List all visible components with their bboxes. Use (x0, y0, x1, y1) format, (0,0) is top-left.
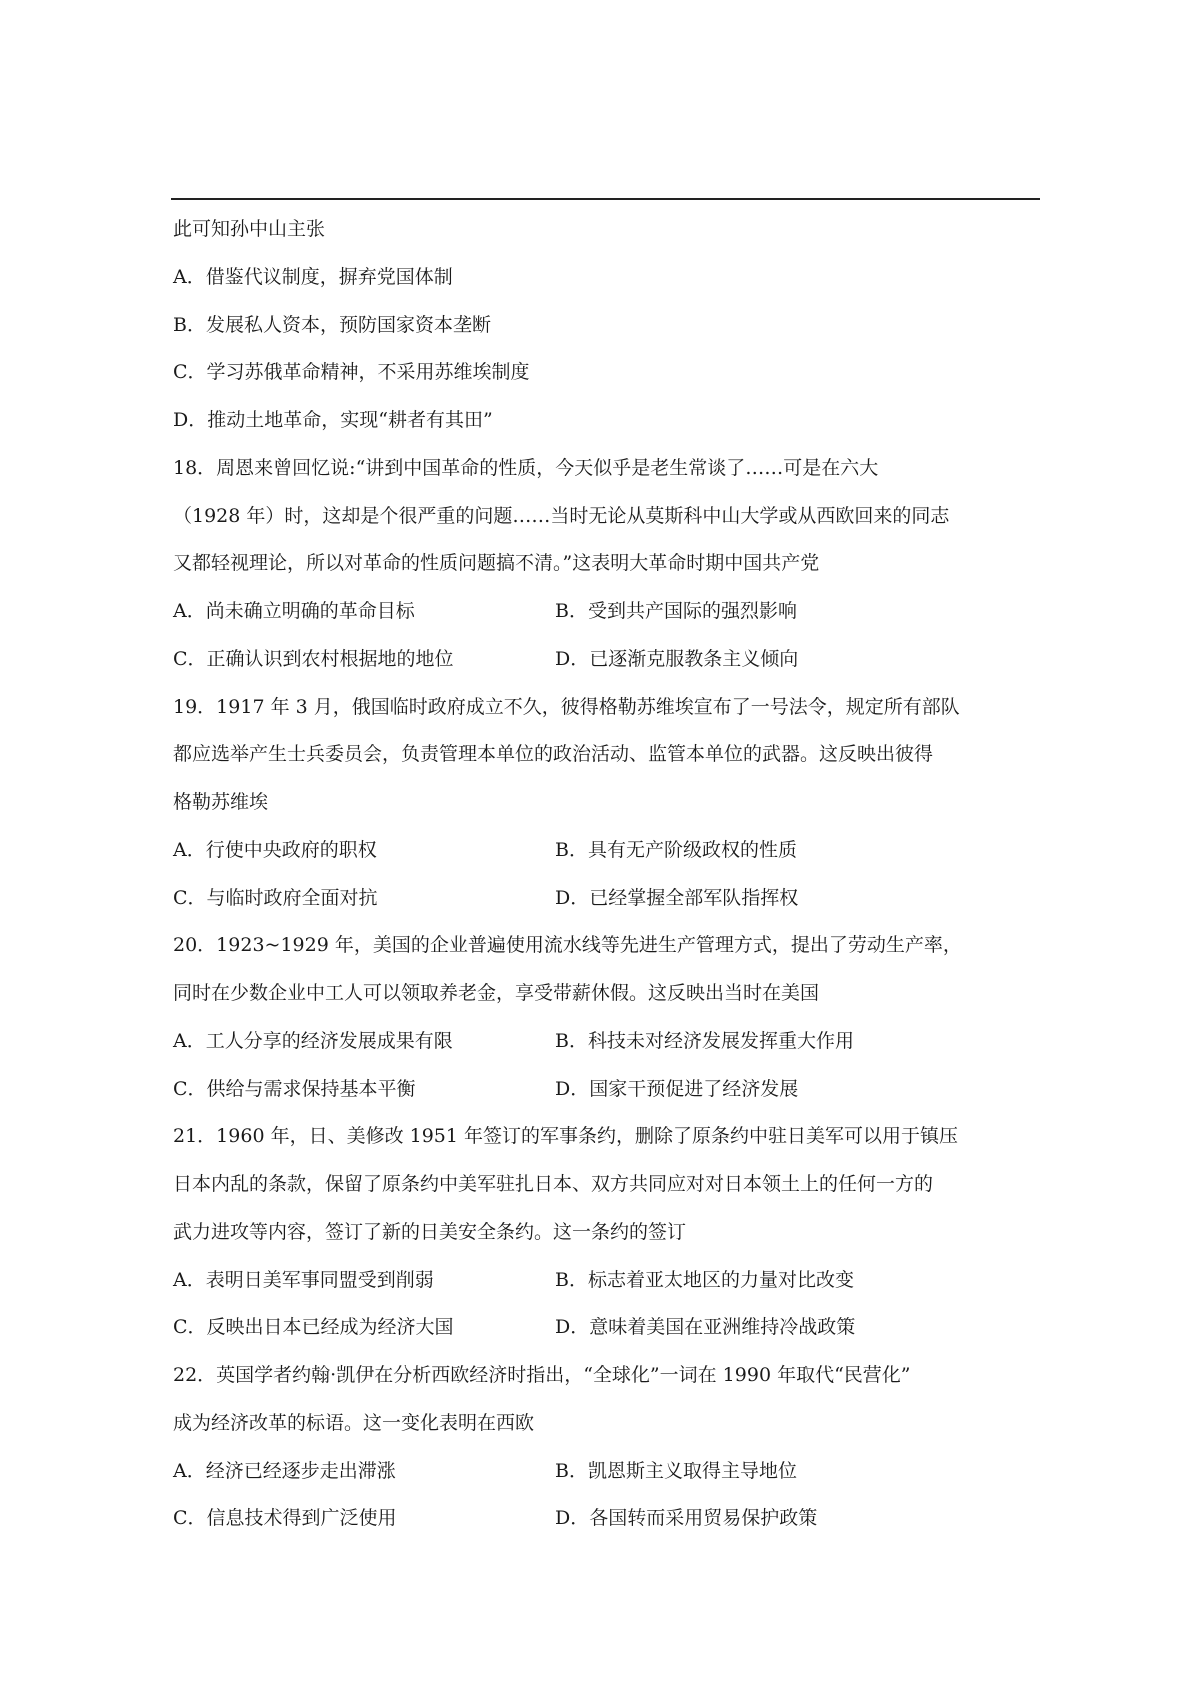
q19-option-c: C．与临时政府全面对抗 (173, 886, 378, 909)
q21-options-row-1 (173, 1257, 1043, 1305)
q18-option-d: D．已逐渐克服教条主义倾向 (555, 647, 799, 670)
q18-stem-line: 18．周恩来曾回忆说:“讲到中国革命的性质，今天似乎是老生常谈了……可是在六大 (173, 456, 879, 479)
q20-option-a: A．工人分享的经济发展成果有限 (173, 1029, 453, 1052)
q22-option-a: A．经济已经逐步走出滞涨 (173, 1459, 396, 1482)
q20-option-c: C．供给与需求保持基本平衡 (173, 1077, 416, 1100)
q19-option-d: D．已经掌握全部军队指挥权 (555, 886, 799, 909)
q22-stem-line: 成为经济改革的标语。这一变化表明在西欧 (173, 1411, 535, 1434)
q19-option-b: B．具有无产阶级政权的性质 (555, 838, 797, 861)
q22-options-row-2 (173, 1495, 1043, 1543)
q20-option-d: D．国家干预促进了经济发展 (555, 1077, 799, 1100)
q21-stem-line: 日本内乱的条款，保留了原条约中美军驻扎日本、双方共同应对对日本领土上的任何一方的 (173, 1173, 934, 1195)
q19-stem-line: 都应选举产生士兵委员会，负责管理本单位的政治活动、监管本单位的武器。这反映出彼得 (173, 743, 934, 766)
q21-option-a: A．表明日美军事同盟受到削弱 (173, 1268, 434, 1291)
q18-stem-line: （1928 年）时，这却是个很严重的问题……当时无论从莫斯科中山大学或从西欧回来的同志 (173, 504, 950, 527)
q22-options-row-1 (173, 1448, 1043, 1496)
q20-options-row-1 (173, 1018, 1043, 1066)
q17-option-c: C．学习苏俄革命精神，不采用苏维埃制度 (173, 361, 530, 384)
q18-option-a: A．尚未确立明确的革命目标 (173, 600, 415, 622)
q19-options-row-2 (173, 875, 1043, 923)
q22-option-b: B．凯恩斯主义取得主导地位 (555, 1459, 797, 1482)
q21-option-c: C．反映出日本已经成为经济大国 (173, 1316, 454, 1339)
header-rule (171, 198, 1040, 200)
q18-option-c: C．正确认识到农村根据地的地位 (173, 647, 454, 670)
q22-stem-line: 22．英国学者约翰·凯伊在分析西欧经济时指出，“全球化”一词在 1990 年取代“民营化” (173, 1364, 911, 1386)
q19-options-row-1 (173, 827, 1043, 875)
q17-option-b: B．发展私人资本，预防国家资本垄断 (173, 313, 491, 336)
q18-option-b: B．受到共产国际的强烈影响 (555, 600, 797, 622)
q21-option-b: B．标志着亚太地区的力量对比改变 (555, 1268, 854, 1291)
q21-stem-line: 21．1960 年，日、美修改 1951 年签订的军事条约，删除了原条约中驻日美军可以用于镇压 (173, 1125, 959, 1148)
q20-options-row-2 (173, 1066, 1043, 1114)
q17-option-d: D．推动土地革命，实现“耕者有其田” (173, 409, 493, 431)
q19-stem-line: 19．1917 年 3 月，俄国临时政府成立不久，彼得格勒苏维埃宣布了一号法令，规定所有部队 (173, 695, 960, 718)
q18-options-row-1 (173, 588, 1043, 636)
q20-stem-line: 同时在少数企业中工人可以领取养老金，享受带薪休假。这反映出当时在美国 (173, 982, 820, 1004)
q19-option-a: A．行使中央政府的职权 (173, 838, 377, 861)
q18-stem-line: 又都轻视理论，所以对革命的性质问题搞不清。”这表明大革命时期中国共产党 (173, 552, 820, 575)
q21-stem-line: 武力进攻等内容，签订了新的日美安全条约。这一条约的签订 (173, 1220, 687, 1243)
question-content (173, 206, 1043, 1543)
q19-stem-line: 格勒苏维埃 (173, 791, 269, 813)
q20-option-b: B．科技未对经济发展发挥重大作用 (555, 1029, 854, 1052)
q17-option-a: A．借鉴代议制度，摒弃党国体制 (173, 265, 453, 288)
q18-options-row-2 (173, 636, 1043, 684)
q21-options-row-2 (173, 1304, 1043, 1352)
q21-option-d: D．意味着美国在亚洲维持冷战政策 (555, 1316, 856, 1339)
q20-stem-line: 20．1923~1929 年，美国的企业普遍使用流水线等先进生产管理方式，提出了劳动生产率， (173, 934, 962, 957)
q22-option-c: C．信息技术得到广泛使用 (173, 1507, 397, 1530)
q22-option-d: D．各国转而采用贸易保护政策 (555, 1507, 818, 1530)
q17-stem-tail: 此可知孙中山主张 (173, 218, 326, 240)
